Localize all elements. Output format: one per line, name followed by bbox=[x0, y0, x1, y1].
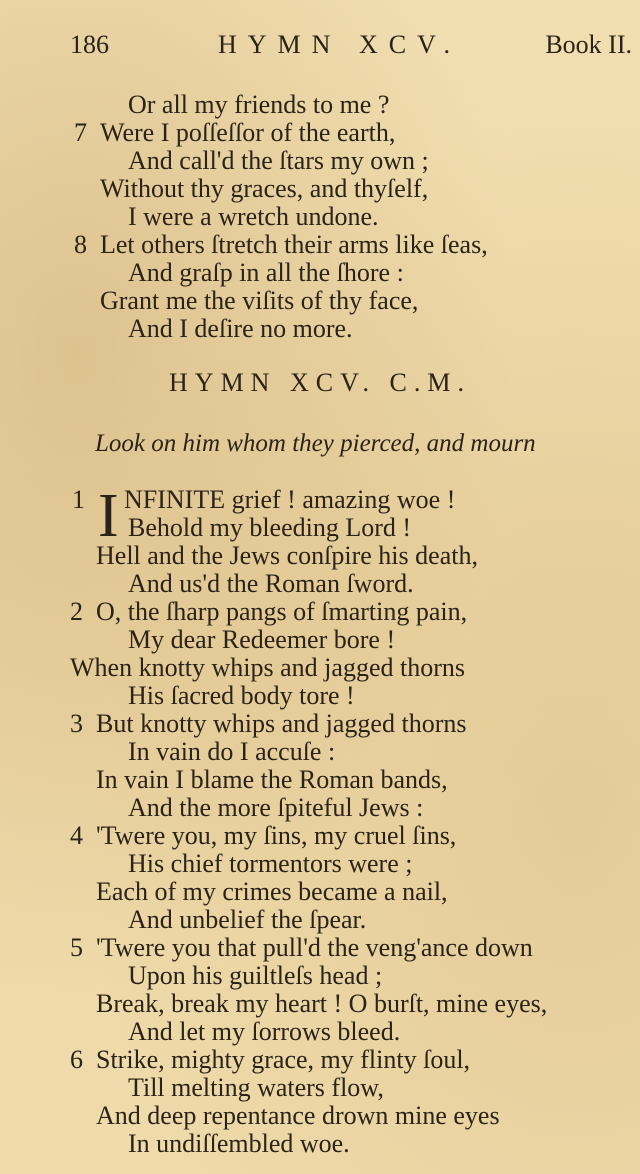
verse-line: His ſacred body tore ! bbox=[128, 681, 355, 710]
verse-line: Break, break my heart ! O burſt, mine eyes, bbox=[96, 989, 548, 1018]
running-title: HYMN XCV. bbox=[218, 30, 461, 59]
verse-line: And graſp in all the ſhore : bbox=[128, 258, 404, 287]
verse-line: O, the ſharp pangs of ſmarting pain, bbox=[96, 597, 468, 626]
verse-line: In vain I blame the Roman bands, bbox=[96, 765, 448, 794]
verse-line: His chief tormentors were ; bbox=[128, 849, 413, 878]
verse-line: And deep repentance drown mine eyes bbox=[96, 1101, 500, 1130]
verse-line: NFINITE grief ! amazing woe ! bbox=[124, 485, 456, 514]
verse-line: Till melting waters flow, bbox=[128, 1073, 384, 1102]
stanza-number: 5 bbox=[70, 933, 83, 962]
hymn-subtitle: Look on him whom they pierced, and mourn bbox=[95, 430, 536, 457]
stanza-number: 3 bbox=[70, 709, 83, 738]
verse-line: Or all my friends to me ? bbox=[128, 90, 390, 119]
verse-line: My dear Redeemer bore ! bbox=[128, 625, 396, 654]
verse-line: Behold my bleeding Lord ! bbox=[128, 513, 412, 542]
verse-line: And let my ſorrows bleed. bbox=[128, 1017, 401, 1046]
verse-line: Let others ſtretch their arms like ſeas, bbox=[100, 230, 488, 259]
book-label: Book II. bbox=[545, 30, 632, 59]
verse-line: And call'd the ſtars my own ; bbox=[128, 146, 429, 175]
verse-line: 'Twere you that pull'd the veng'ance down bbox=[96, 933, 533, 962]
verse-line: But knotty whips and jagged thorns bbox=[96, 709, 467, 738]
verse-line: In vain do I accuſe : bbox=[128, 737, 336, 766]
verse-line: And us'd the Roman ſword. bbox=[128, 569, 414, 598]
page-number: 186 bbox=[70, 30, 109, 59]
verse-line: Grant me the viſits of thy face, bbox=[100, 286, 419, 315]
verse-line: And the more ſpiteful Jews : bbox=[128, 793, 424, 822]
verse-line: And unbelief the ſpear. bbox=[128, 905, 367, 934]
verse-line: 'Twere you, my ſins, my cruel ſins, bbox=[96, 821, 457, 850]
stanza-number: 4 bbox=[70, 821, 83, 850]
running-header bbox=[70, 30, 632, 70]
verse-line: Were I poſſeſſor of the earth, bbox=[100, 118, 396, 147]
verse-line: Upon his guiltleſs head ; bbox=[128, 961, 383, 990]
verse-line: Hell and the Jews conſpire his death, bbox=[96, 541, 478, 570]
stanza-number: 2 bbox=[70, 597, 83, 626]
hymn-title: HYMN XCV. C.M. bbox=[169, 368, 471, 397]
drop-cap: I bbox=[98, 482, 119, 550]
verse-line: In undiſſembled woe. bbox=[128, 1129, 350, 1158]
stanza-number: 1 bbox=[72, 485, 85, 514]
verse-line: Strike, mighty grace, my flinty ſoul, bbox=[96, 1045, 471, 1074]
verse-line: I were a wretch undone. bbox=[128, 202, 379, 231]
verse-line: When knotty whips and jagged thorns bbox=[70, 653, 465, 682]
verse-line: And I deſire no more. bbox=[128, 314, 353, 343]
verse-line: Without thy graces, and thyſelf, bbox=[100, 174, 429, 203]
stanza-number: 8 bbox=[74, 230, 87, 259]
stanza-number: 7 bbox=[74, 118, 87, 147]
stanza-number: 6 bbox=[70, 1045, 83, 1074]
verse-line: Each of my crimes became a nail, bbox=[96, 877, 448, 906]
